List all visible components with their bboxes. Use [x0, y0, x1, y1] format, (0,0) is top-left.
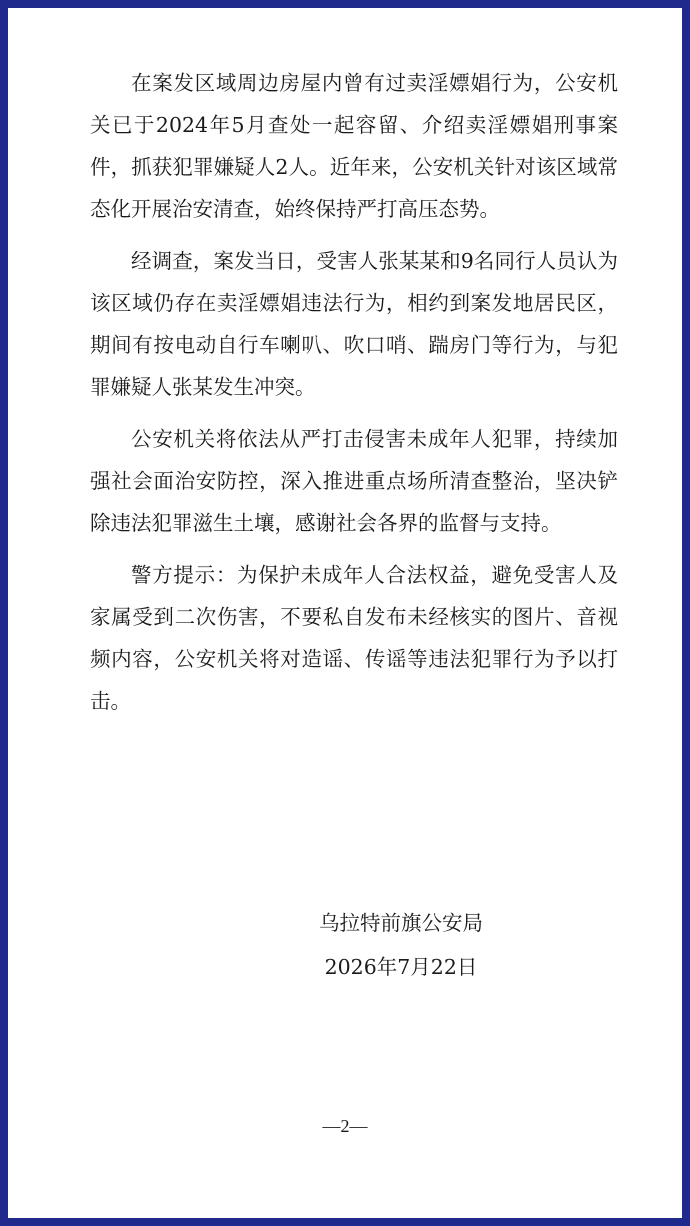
paragraph-1: 在案发区域周边房屋内曾有过卖淫嫖娼行为，公安机关已于2024年5月查处一起容留、介绍卖淫嫖娼刑事案件，抓获犯罪嫌疑人2人。近年来，公安机关针对该区域常态化开展治安清查，始终保持严打高压态势。 — [90, 71, 618, 221]
signature-organization: 乌拉特前旗公安局 — [319, 911, 483, 935]
signature-date: 2026年7月22日 — [324, 955, 478, 979]
paragraph-4: 警方提示：为保护未成年人合法权益，避免受害人及家属受到二次伤害，不要私自发布未经核实的图片、音视频内容，公安机关将对造谣、传谣等违法犯罪行为予以打击。 — [90, 563, 618, 713]
paragraph-2: 经调查，案发当日，受害人张某某和9名同行人员认为该区域仍存在卖淫嫖娼违法行为，相约到案发地居民区，期间有按电动自行车喇叭、吹口哨、踹房门等行为，与犯罪嫌疑人张某发生冲突。 — [90, 249, 618, 399]
page-number: —2— — [322, 1116, 368, 1136]
paragraph-3: 公安机关将依法从严打击侵害未成年人犯罪，持续加强社会面治安防控，深入推进重点场所清查整治，坚决铲除违法犯罪滋生土壤，感谢社会各界的监督与支持。 — [90, 427, 618, 535]
document-page — [8, 8, 682, 1218]
document-body — [90, 62, 618, 732]
